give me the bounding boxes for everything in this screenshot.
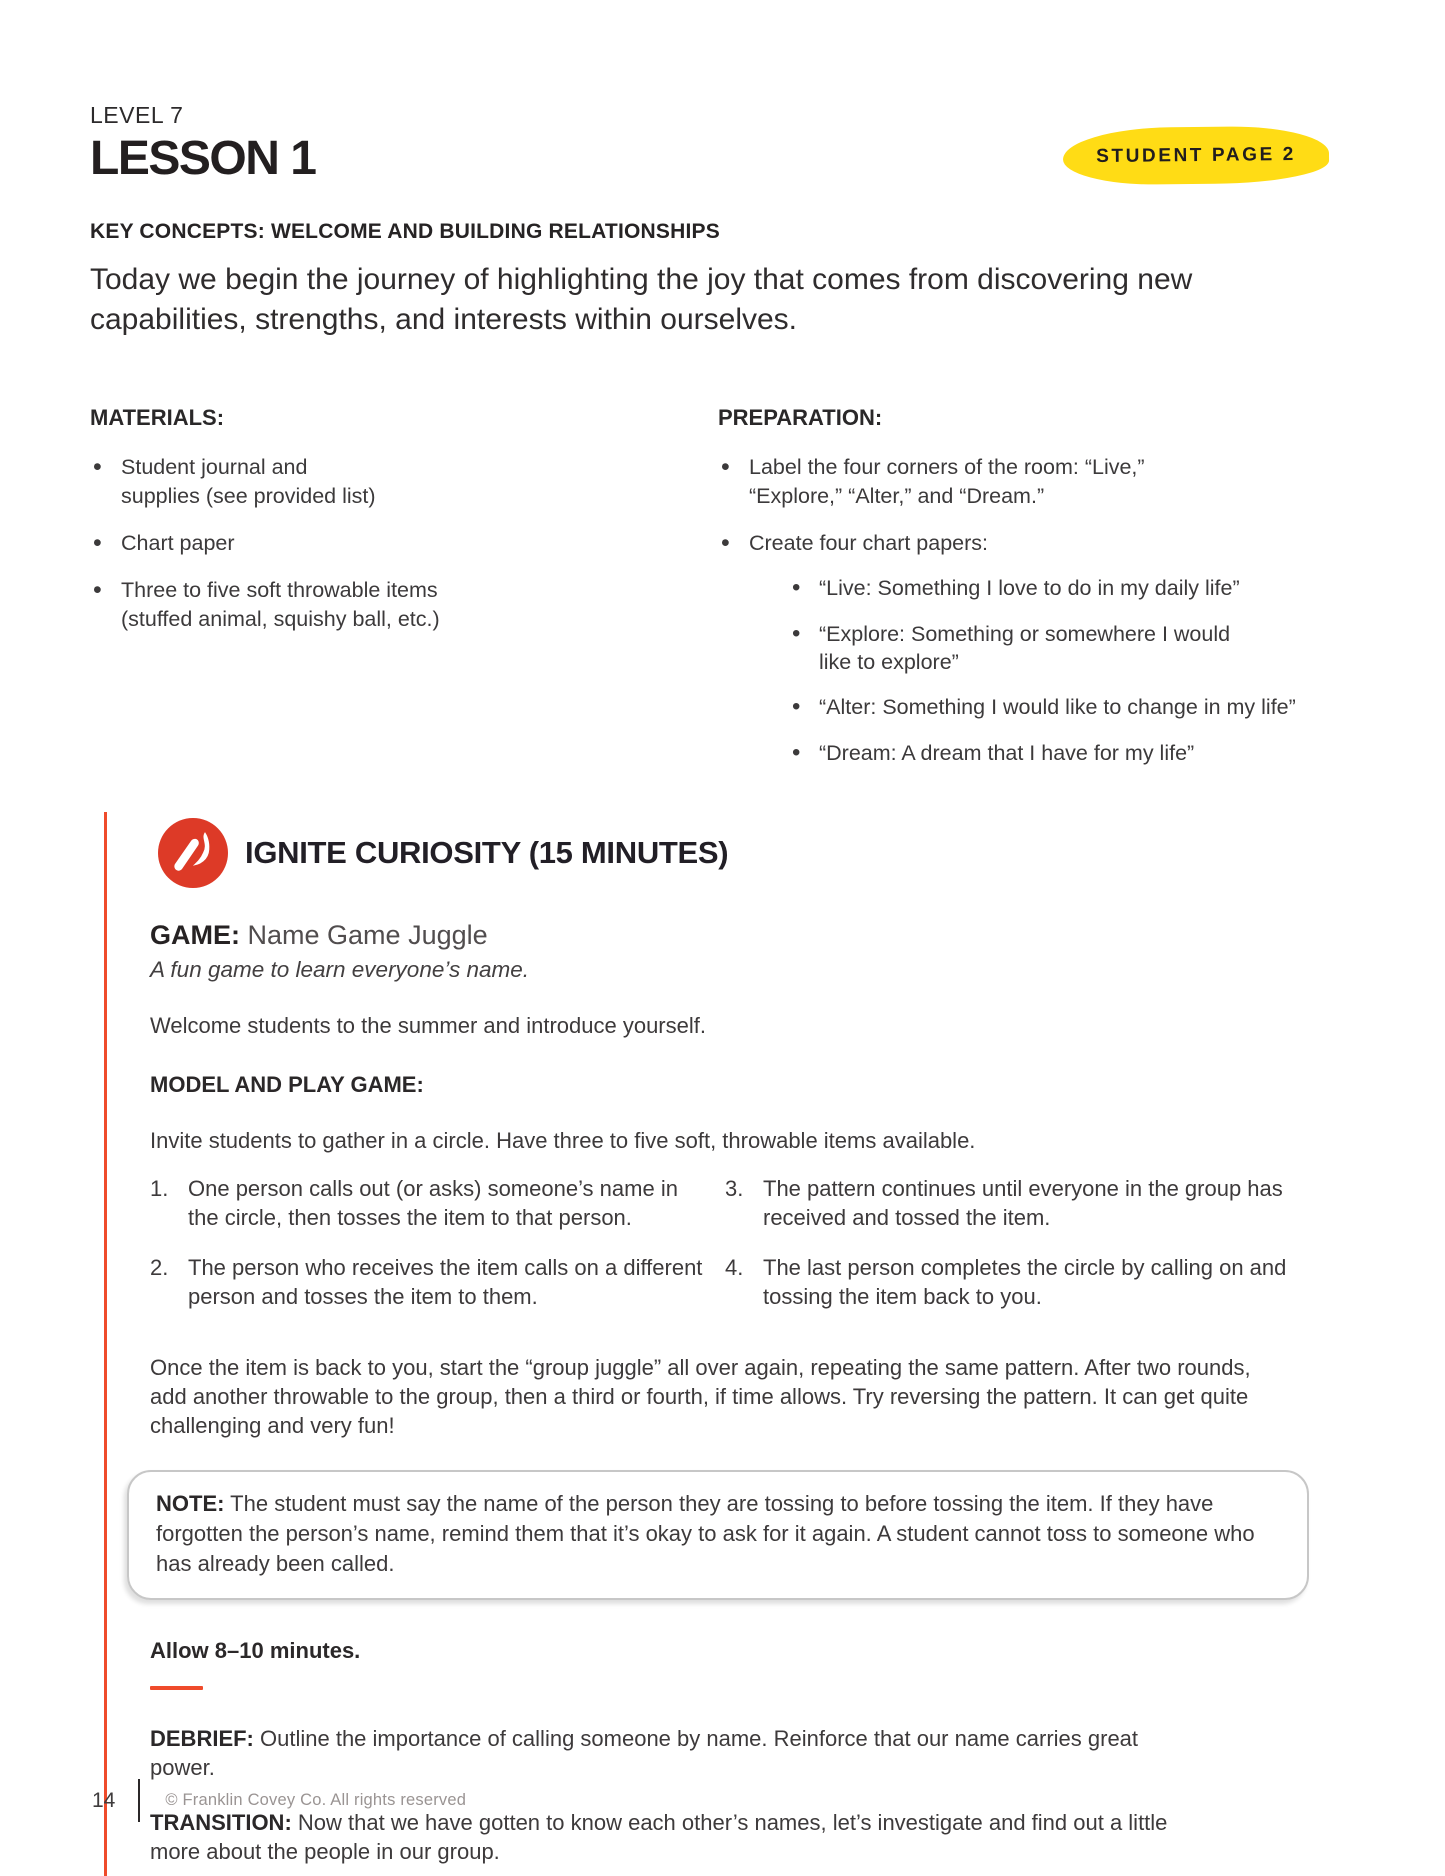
transition-label: TRANSITION: (150, 1810, 292, 1835)
list-item (725, 1174, 1445, 1233)
page-title: LESSON 1 (90, 132, 316, 185)
materials-list (90, 453, 718, 633)
list-item-label: Create four chart papers: (749, 530, 989, 555)
steps-column-right (725, 1174, 1445, 1333)
game-line (150, 920, 1445, 951)
step-text: One person calls out (or asks) someone’s name in the circle, then tosses the item to that person. (188, 1175, 678, 1230)
step-number: 2. (150, 1255, 169, 1281)
invite-paragraph: Invite students to gather in a circle. Have three to five soft, throwable items available. (150, 1128, 976, 1154)
copyright-text: © Franklin Covey Co. All rights reserved (165, 1791, 467, 1809)
list-item: • “Explore: Something or somewhere I would like to explore” (790, 620, 1235, 677)
page-number: 14 (92, 1788, 116, 1812)
step-number: 3. (725, 1175, 744, 1201)
step-text: The pattern continues until everyone in the group has received and tossed the item. (763, 1175, 1283, 1230)
welcome-paragraph: Welcome students to the summer and introduce yourself. (150, 1013, 706, 1039)
chart-papers-list (790, 574, 1355, 767)
preparation-column (718, 405, 1355, 786)
list-item (150, 1253, 725, 1312)
list-item: • “Dream: A dream that I have for my life” (790, 739, 1355, 767)
game-label: GAME: (150, 920, 240, 951)
step-text: The last person completes the circle by calling on and tossing the item back to you. (763, 1255, 1287, 1310)
page-header (0, 0, 1445, 786)
debrief-label: DEBRIEF: (150, 1725, 254, 1751)
level-label: LEVEL 7 (90, 102, 184, 128)
preparation-heading: PREPARATION: (718, 405, 883, 431)
key-concepts-heading: KEY CONCEPTS: WELCOME AND BUILDING RELATIONSHIPS (90, 220, 720, 243)
list-item (718, 529, 1355, 767)
list-item (150, 1174, 725, 1233)
game-name: Name Game Juggle (247, 920, 488, 951)
list-item: • Chart paper (90, 529, 718, 557)
continue-paragraph: Once the item is back to you, start the “group juggle” all over again, repeating the same pattern. After two rounds, add another throwable to the group, then a third or fourth, if time allows. Try reversing the pattern. It can get quite challenging and very fun! (150, 1354, 1251, 1439)
preparation-list (718, 453, 1355, 767)
step-number: 4. (725, 1255, 744, 1281)
intro-paragraph: Today we begin the journey of highlighting the joy that comes from discovering new capabilities, strengths, and interests within ourselves. (90, 263, 1193, 336)
debrief-paragraph (150, 1724, 1140, 1783)
note-callout (127, 1470, 1309, 1599)
transition-text: Now that we have gotten to know each other’s names, let’s investigate and find out a little more about the people in our group. (150, 1810, 1168, 1865)
match-flame-icon (158, 818, 228, 888)
footer-divider (138, 1779, 140, 1822)
list-item: • “Live: Something I love to do in my daily life” (790, 574, 1355, 602)
activity-header (158, 818, 1445, 888)
orange-divider (150, 1686, 203, 1690)
steps-list (150, 1174, 1445, 1333)
list-item: • Three to five soft throwable items (stuffed animal, squishy ball, etc.) (90, 576, 442, 633)
debrief-text: Outline the importance of calling someone by name. Reinforce that our name carries great power. (150, 1725, 1139, 1780)
list-item: • Label the four corners of the room: “Live,” “Explore,” “Alter,” and “Dream.” (718, 453, 1210, 510)
page-footer (92, 1779, 466, 1822)
materials-preparation-columns (90, 405, 1355, 786)
list-item: • Student journal and supplies (see provided list) (90, 453, 390, 510)
student-page-badge (1063, 126, 1330, 186)
game-tagline: A fun game to learn everyone’s name. (150, 957, 529, 983)
allow-time-text: Allow 8–10 minutes. (150, 1637, 361, 1663)
materials-heading: MATERIALS: (90, 405, 225, 431)
model-play-heading: MODEL AND PLAY GAME: (150, 1072, 424, 1098)
student-page-badge-label: STUDENT PAGE 2 (1096, 143, 1296, 167)
activity-title: IGNITE CURIOSITY (15 MINUTES) (245, 835, 729, 871)
note-label: NOTE: (156, 1491, 225, 1517)
steps-column-left (150, 1174, 725, 1333)
ignite-curiosity-section (104, 812, 1445, 1876)
step-text: The person who receives the item calls on a different person and tosses the item to them. (188, 1255, 703, 1310)
list-item (725, 1253, 1445, 1312)
step-number: 1. (150, 1175, 169, 1201)
materials-column (90, 405, 718, 786)
list-item: • “Alter: Something I would like to change in my life” (790, 693, 1355, 721)
note-text: The student must say the name of the person they are tossing to before tossing the item. If they have forgotten the person’s name, remind them that it’s okay to ask for it again. A student cannot toss to someone who has already been called. (156, 1491, 1255, 1576)
